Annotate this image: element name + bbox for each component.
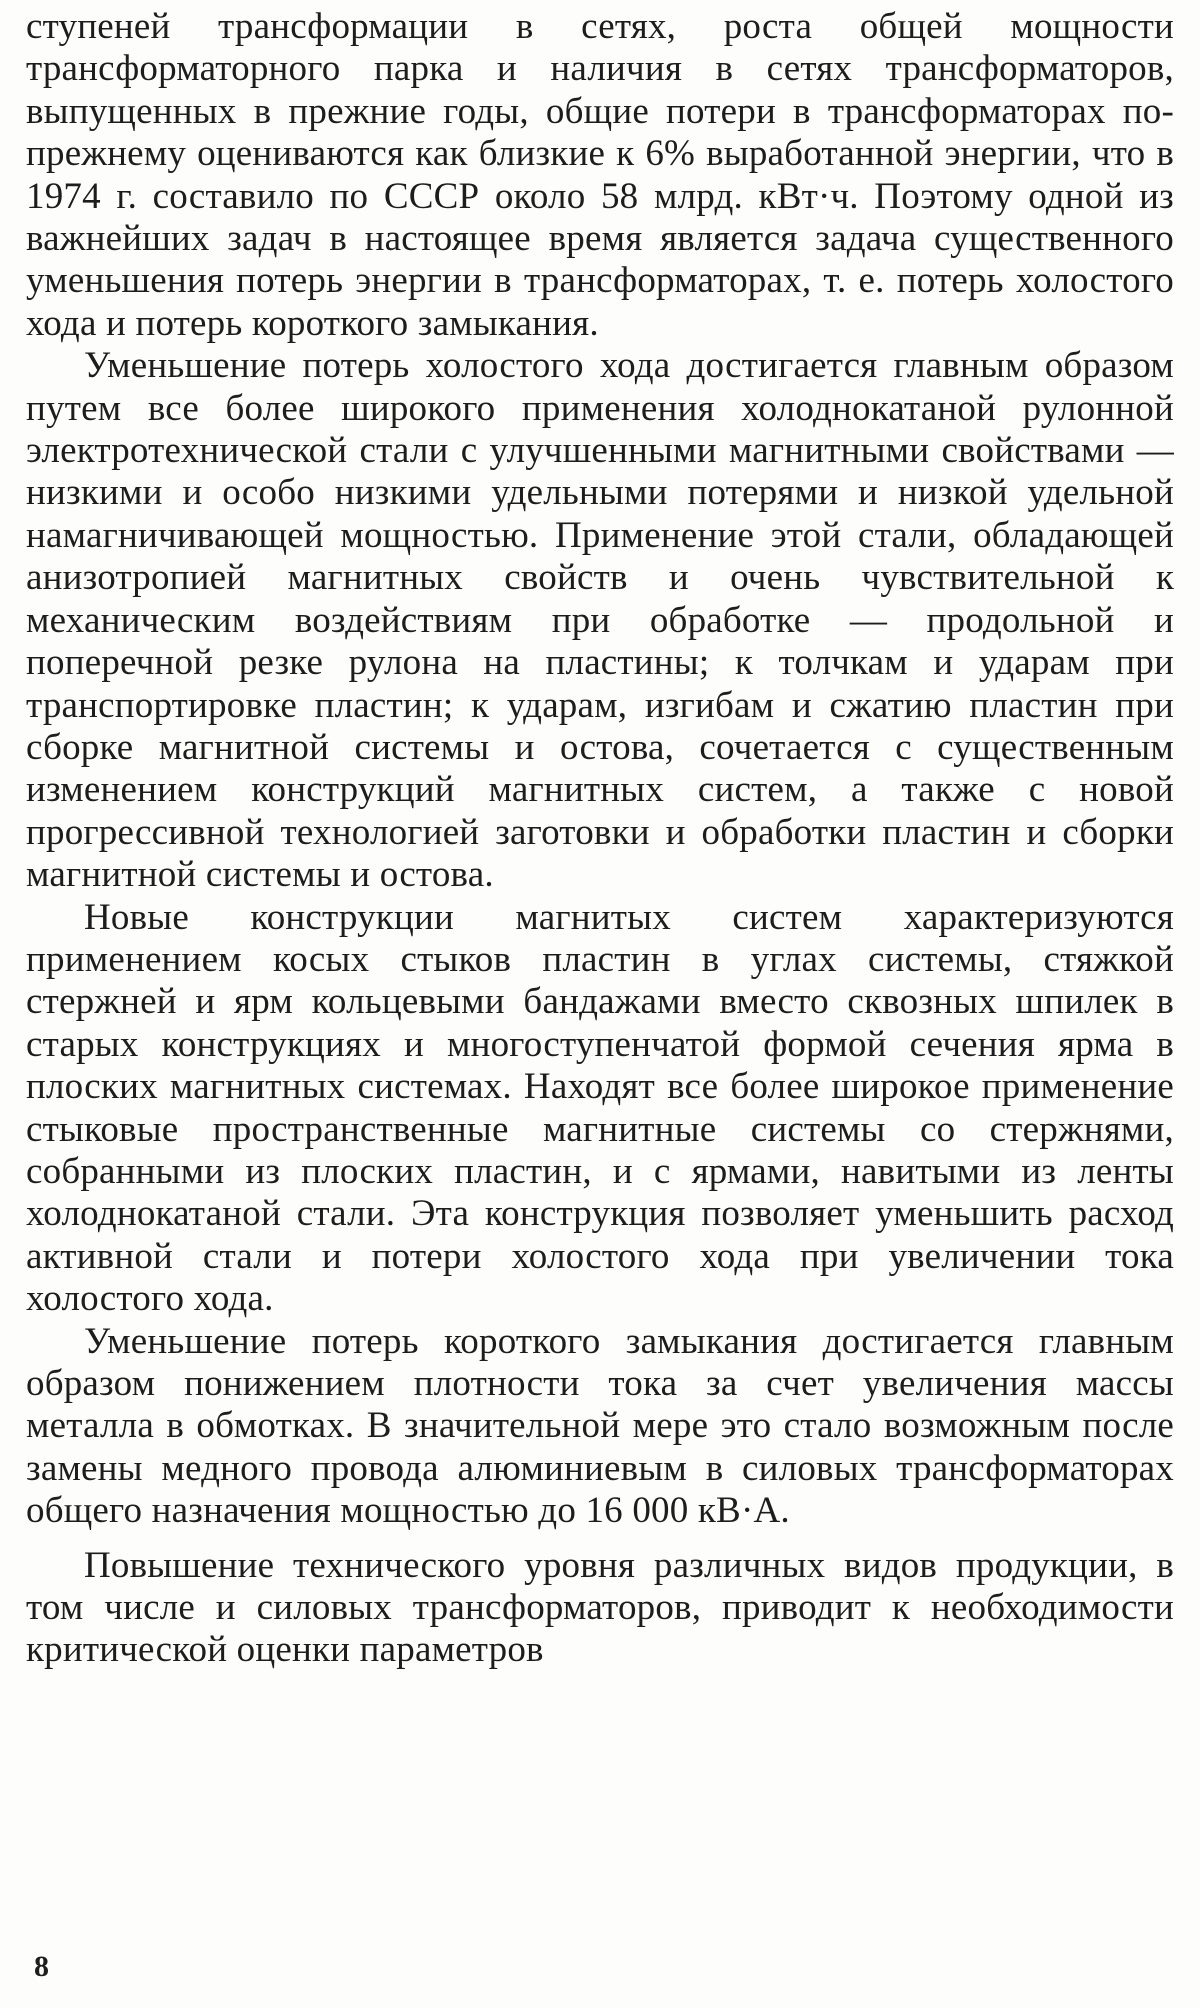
body-text <box>26 6 1174 1672</box>
page-number: 8 <box>34 1950 49 1983</box>
paragraph-technical-level: Повышение технического уровня различных видов продукции, в том числе и силовых трансформаторов, приводит к необходимости критической оценки параметров <box>26 1544 1174 1671</box>
paragraph-no-load-losses: Уменьшение потерь холостого хода достигается главным образом путем все более широкого применения холоднокатаной рулонной электротехнической стали с улучшенными магнитными свойствами — низкими и особо низкими удельными потерями и низкой удельной намагничивающей мощностью. Применение этой стали, обладающей анизотропией магнитных свойств и очень чувствительной к механическим воздействиям при обработке — продольной и поперечной резке рулона на пластины; к толчкам и ударам при транспортировке пластин; к ударам, изгибам и сжатию пластин при сборке магнитной системы и остова, сочетается с существенным изменением конструкций магнитных систем, а также с новой прогрессивной технологией заготовки и обработки пластин и сборки магнитной системы и остова. <box>26 345 1174 896</box>
paragraph-short-circuit-losses: Уменьшение потерь короткого замыкания достигается главным образом понижением плотности тока за счет увеличения массы металла в обмотках. В значительной мере это стало возможным после замены медного провода алюминиевым в силовых трансформаторах общего назначения мощностью до 16 000 кВ·А. <box>26 1320 1174 1532</box>
paragraph-magnetic-systems: Новые конструкции магнитых систем характеризуются применением косых стыков пластин в углах системы, стяжкой стержней и ярм кольцевыми бандажами вместо сквозных шпилек в старых конструкциях и многоступенчатой формой сечения ярма в плоских магнитных системах. Находят все более широкое применение стыковые пространственные магнитные системы со стержнями, собранными из плоских пластин, и с ярмами, навитыми из ленты холоднокатаной стали. Эта конструкция позволяет уменьшить расход активной стали и потери холостого хода при увеличении тока холостого хода. <box>26 896 1174 1320</box>
paragraph-continuation: ступеней трансформации в сетях, роста общей мощности трансформаторного парка и наличия в сетях трансформаторов, выпущенных в прежние годы, общие потери в трансформаторах по-прежнему оцениваются как близкие к 6% выработанной энергии, что в 1974 г. составило по СССР около 58 млрд. кВт·ч. Поэтому одной из важнейших задач в настоящее время является задача существенного уменьшения потерь энергии в трансформаторах, т. е. потерь холостого хода и потерь короткого замыкания. <box>26 6 1174 344</box>
